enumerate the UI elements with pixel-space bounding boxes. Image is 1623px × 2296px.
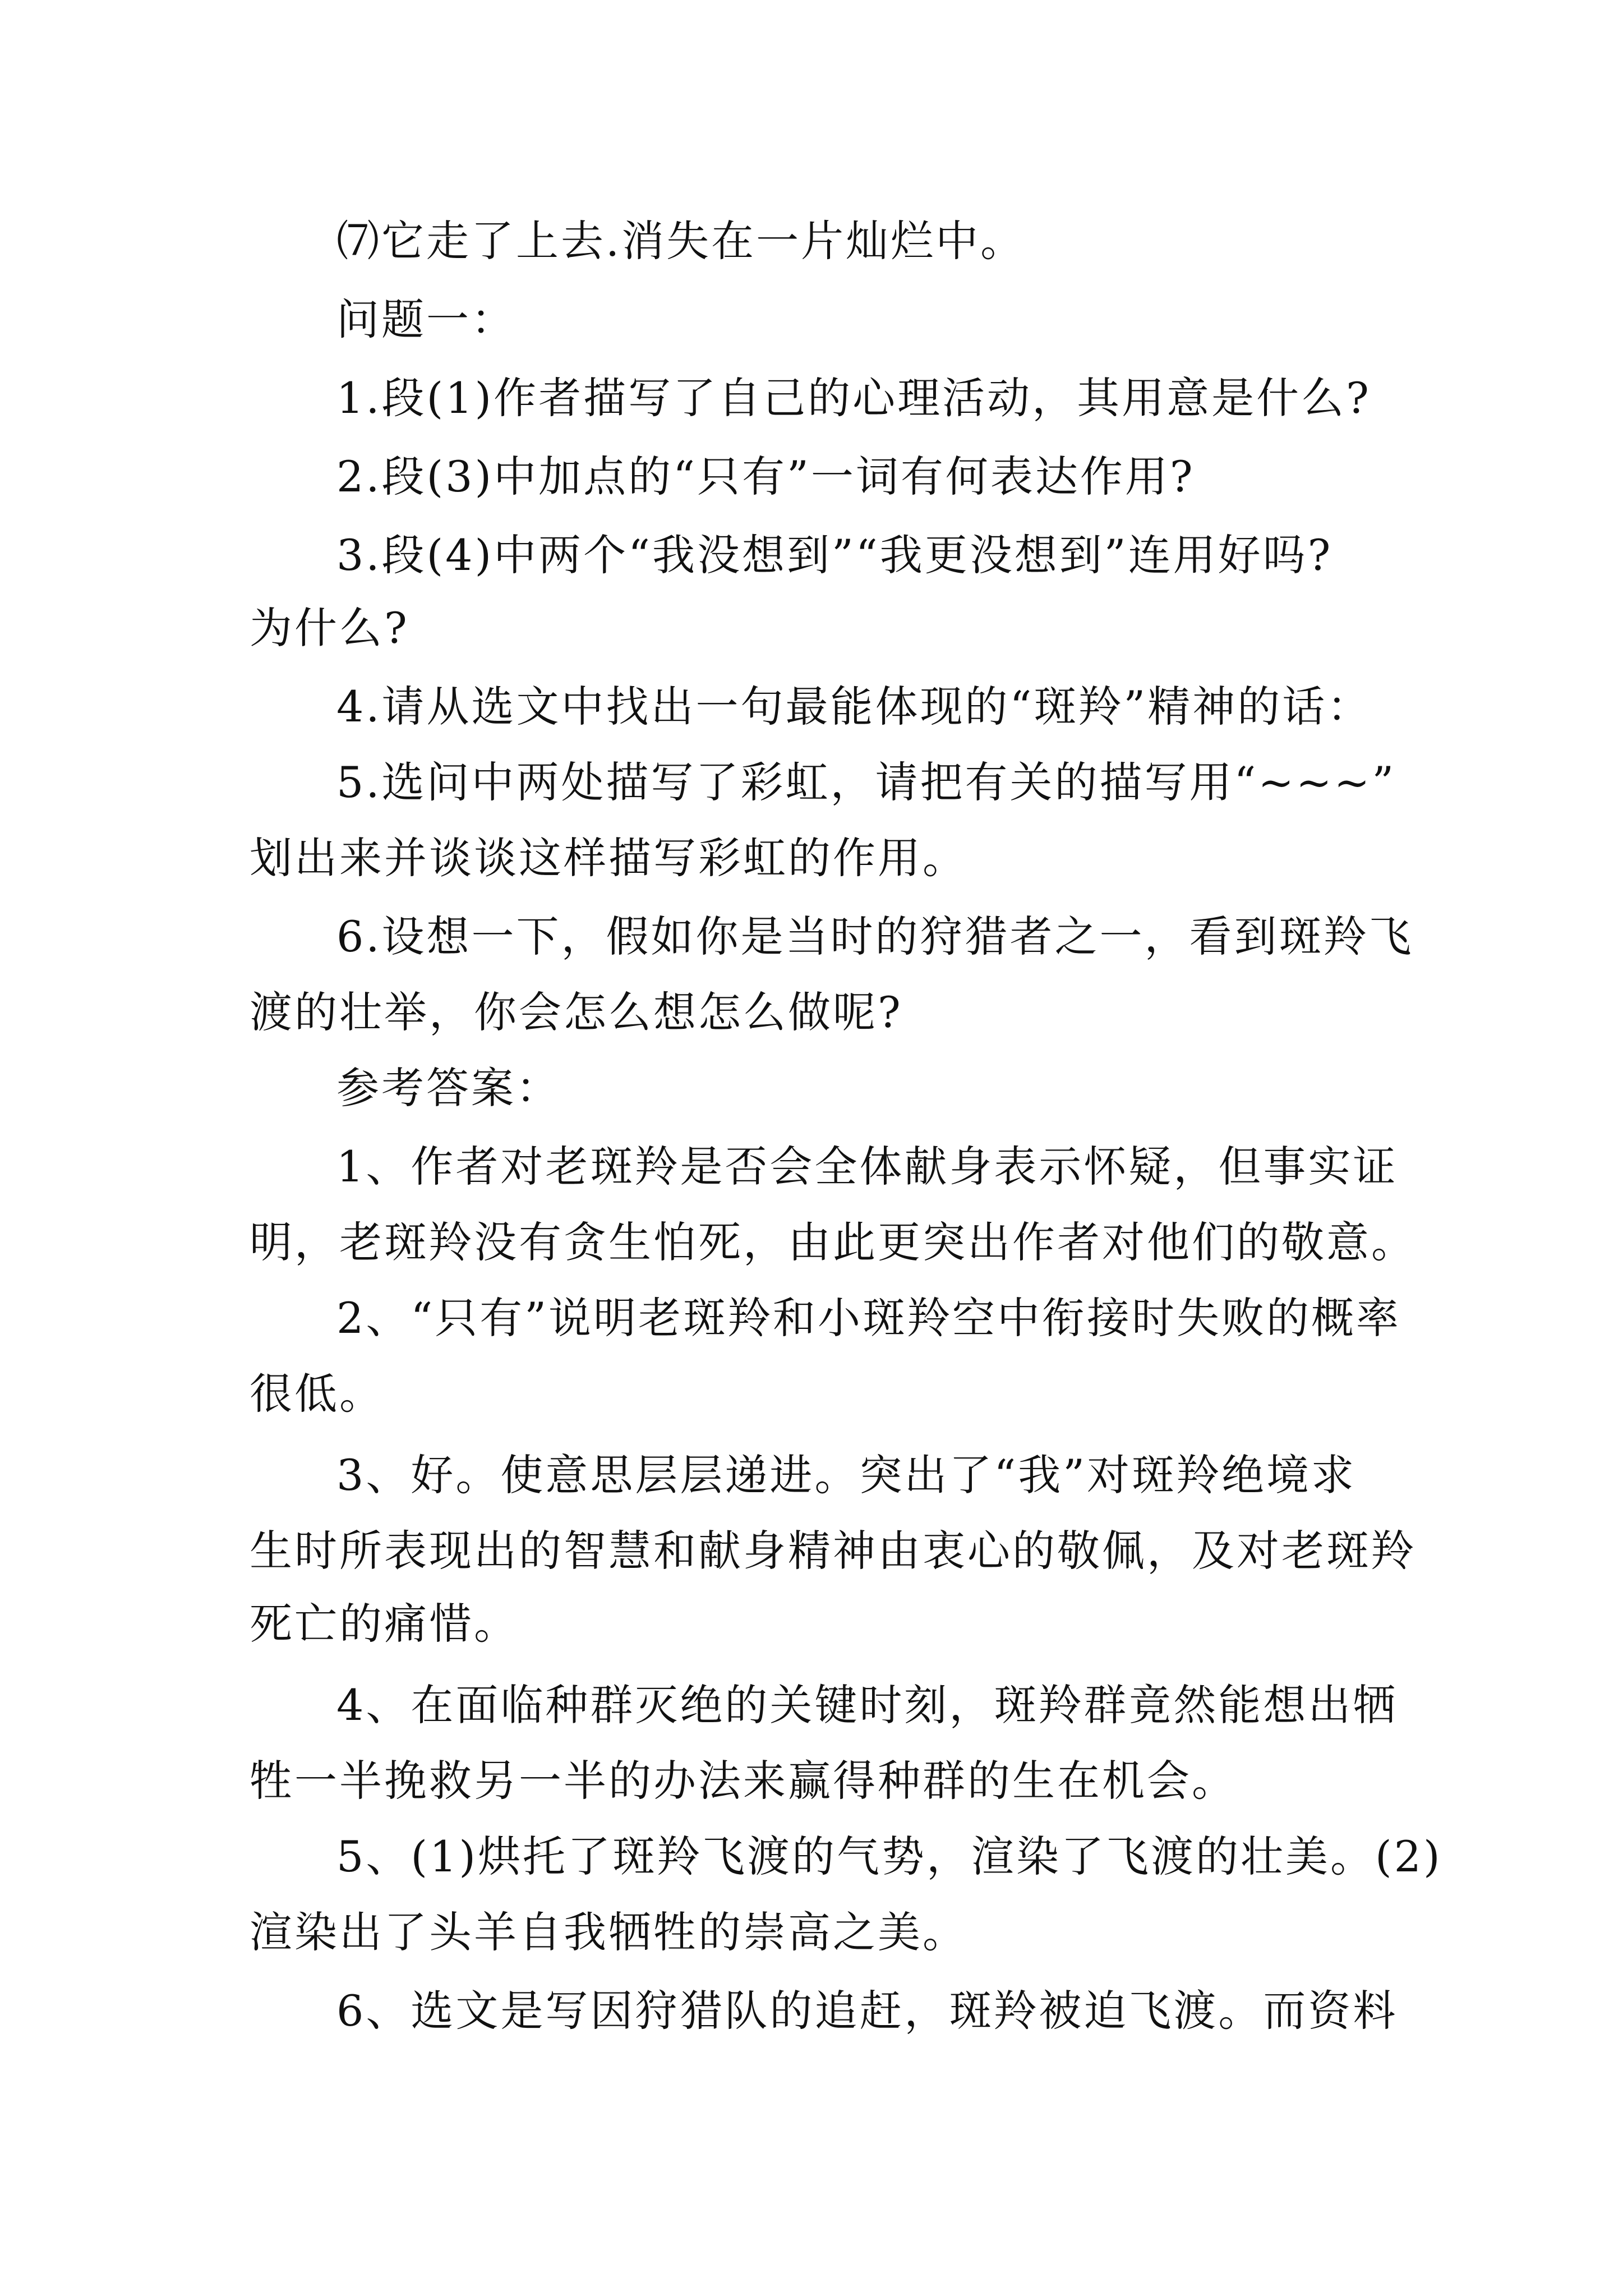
question-4: 4.请从选文中找出一句最能体现的“斑羚”精神的话： <box>336 682 1372 731</box>
question-3-line-1: 3.段(4)中两个“我没想到”“我更没想到”连用好吗? <box>336 530 1333 580</box>
answer-5-line-2: 渲染出了头羊自我牺牲的崇高之美。 <box>250 1907 967 1957</box>
question-5-line-1: 5.选问中两处描写了彩虹，请把有关的描写用“~~~” <box>336 757 1396 807</box>
answer-4-line-2: 牲一半挽救另一半的办法来赢得种群的生在机会。 <box>250 1756 1237 1806</box>
question-6-line-1: 6.设想一下，假如你是当时的狩猎者之一，看到斑羚飞 <box>336 912 1414 961</box>
answer-4-line-1: 4、在面临种群灭绝的关键时刻，斑羚群竟然能想出牺 <box>336 1680 1398 1730</box>
question-5-line-2: 划出来并谈谈这样描写彩虹的作用。 <box>250 833 967 883</box>
questions-heading: 问题一： <box>336 295 516 344</box>
answer-2-line-2: 很低。 <box>250 1369 384 1419</box>
answer-1-line-2: 明，老斑羚没有贪生怕死，由此更突出作者对他们的敬意。 <box>250 1217 1416 1267</box>
question-6-line-2: 渡的壮举，你会怎么想怎么做呢? <box>250 987 903 1037</box>
answer-3-line-3: 死亡的痛惜。 <box>250 1599 519 1649</box>
answers-heading: 参考答案： <box>336 1063 561 1113</box>
answer-6-line-1: 6、选文是写因狩猎队的追赶，斑羚被迫飞渡。而资料 <box>336 1986 1398 2036</box>
answer-3-line-1: 3、好。使意思层层递进。突出了“我”对斑羚绝境求 <box>336 1450 1357 1500</box>
question-2: 2.段(3)中加点的“只有”一词有何表达作用? <box>336 452 1195 501</box>
answer-1-line-1: 1、作者对老斑羚是否会全体献身表示怀疑，但事实证 <box>336 1142 1398 1191</box>
answer-3-line-2: 生时所表现出的智慧和献身精神由衷心的敬佩，及对老斑羚 <box>250 1526 1416 1576</box>
answer-5-line-1: 5、(1)烘托了斑羚飞渡的气势，渲染了飞渡的壮美。(2) <box>336 1832 1442 1881</box>
question-3-line-2: 为什么? <box>250 603 409 653</box>
question-1: 1.段(1)作者描写了自己的心理活动，其用意是什么? <box>336 373 1371 423</box>
answer-2-line-1: 2、“只有”说明老斑羚和小斑羚空中衔接时失败的概率 <box>336 1293 1401 1343</box>
passage-paragraph-7: ⑺它走了上去.消失在一片灿烂中。 <box>336 216 1026 266</box>
